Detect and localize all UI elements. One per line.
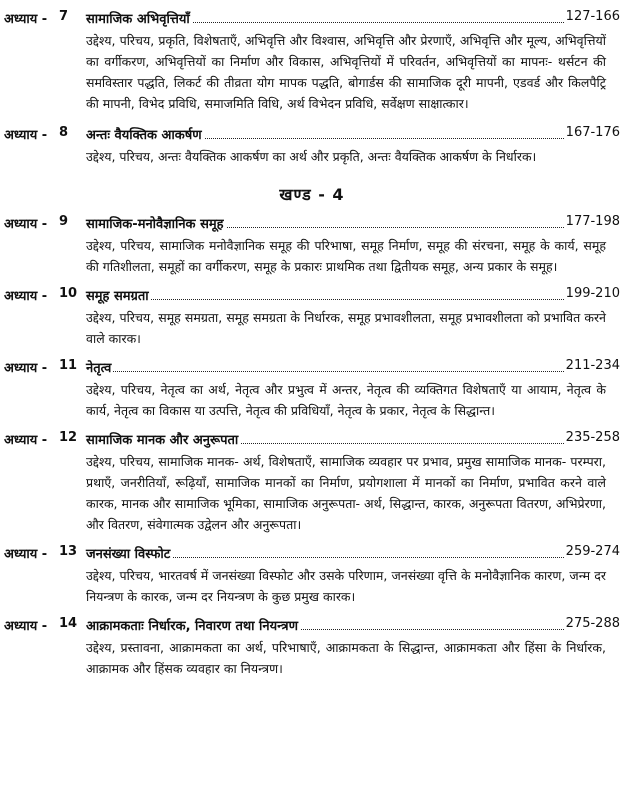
chapter-heading bbox=[0, 355, 624, 377]
chapter-number: 11 bbox=[59, 358, 78, 373]
chapter-entry-11 bbox=[0, 355, 624, 421]
chapter-heading bbox=[0, 211, 624, 233]
chapter-label: अध्याय - bbox=[4, 619, 48, 634]
chapter-entry-8 bbox=[0, 122, 624, 167]
chapter-label: अध्याय - bbox=[4, 289, 48, 304]
chapter-title: आक्रामकताः निर्धारक, निवारण तथा नियन्त्रण bbox=[86, 616, 300, 634]
chapter-heading bbox=[0, 613, 624, 635]
chapter-entry-10 bbox=[0, 283, 624, 349]
chapter-description: उद्देश्य, परिचय, नेतृत्व का अर्थ, नेतृत्व और प्रभुत्व में अन्तर, नेतृत्व की व्यक्तिगत विशेषताएँ या आयाम, नेतृत्व के कार्य, नेतृत्व का विकास या उत्पत्ति, नेतृत्व की प्रविधियाँ, नेतृत्व के प्रकार, नेतृत्व के सिद्धान्त। bbox=[86, 382, 606, 418]
chapter-title: समूह समग्रता bbox=[86, 286, 151, 304]
chapter-title: नेतृत्व bbox=[86, 358, 113, 376]
chapter-description: उद्देश्य, परिचय, भारतवर्ष में जनसंख्या विस्फोट और उसके परिणाम, जनसंख्या वृत्ति के मनोवैज्ञानिक कारण, जन्म दर नियन्त्रण के कारक, जन्म दर नियन्त्रण के कुछ प्रमुख कारक। bbox=[86, 568, 606, 604]
chapter-description: उद्देश्य, परिचय, सामाजिक मनोवैज्ञानिक समूह की परिभाषा, समूह निर्माण, समूह की संरचना, समूह के कार्य, समूह की गतिशीलता, समूहों का वर्गीकरण, समूह के प्रकारः प्राथमिक तथा द्वितीयक समूह, अन्य प्रकार के समूह। bbox=[86, 238, 606, 274]
chapter-number: 7 bbox=[59, 9, 69, 24]
chapter-entry-13 bbox=[0, 541, 624, 607]
chapter-label: अध्याय - bbox=[4, 547, 48, 562]
chapter-heading bbox=[0, 283, 624, 305]
chapter-label: अध्याय - bbox=[4, 361, 48, 376]
chapter-description: उद्देश्य, परिचय, अन्तः वैयक्तिक आकर्षण का अर्थ और प्रकृति, अन्तः वैयक्तिक आकर्षण के निर्धारक। bbox=[86, 149, 537, 164]
chapter-heading bbox=[0, 541, 624, 563]
page-range: 167-176 bbox=[565, 125, 620, 140]
chapter-heading bbox=[0, 122, 624, 144]
chapter-number: 12 bbox=[59, 430, 78, 445]
dot-leader bbox=[86, 371, 568, 372]
chapter-title: अन्तः वैयक्तिक आकर्षण bbox=[86, 125, 204, 143]
chapter-label: अध्याय - bbox=[4, 217, 48, 232]
page-range: 211-234 bbox=[565, 358, 620, 373]
chapter-title: सामाजिक-मनोवैज्ञानिक समूह bbox=[86, 214, 226, 232]
page-range: 127-166 bbox=[565, 9, 620, 24]
page-range: 199-210 bbox=[565, 286, 620, 301]
page-range: 259-274 bbox=[565, 544, 620, 559]
chapter-description: उद्देश्य, परिचय, सामाजिक मानक- अर्थ, विशेषताएँ, सामाजिक व्यवहार पर प्रभाव, प्रमुख सामाजिक मानक- परम्परा, प्रथाएँ, जनरीतियाँ, रूढ़ियाँ, सामाजिक मानकों का निर्माण, प्रयोगशाला में मानकों का निर्माण, प्रभावित करने वाले कारक, मानक और सामाजिक भूमिका, सामाजिक अनुरूपता- अर्थ, सिद्धान्त, कारक, अनुरूपता वितरण, अभिप्रेरणा, और वितरण, संवेगात्मक उद्वेलन और अनुरूपता। bbox=[86, 454, 606, 532]
chapter-title: सामाजिक मानक और अनुरूपता bbox=[86, 430, 240, 448]
dot-leader bbox=[86, 299, 568, 300]
page-range: 235-258 bbox=[565, 430, 620, 445]
page-range: 275-288 bbox=[565, 616, 620, 631]
chapter-title: सामाजिक अभिवृत्तियाँ bbox=[86, 9, 192, 27]
chapter-entry-12 bbox=[0, 427, 624, 535]
chapter-label: अध्याय - bbox=[4, 433, 48, 448]
chapter-number: 8 bbox=[59, 125, 69, 140]
chapter-entry-7 bbox=[0, 6, 624, 114]
chapter-heading bbox=[0, 427, 624, 449]
page-range: 177-198 bbox=[565, 214, 620, 229]
chapter-number: 13 bbox=[59, 544, 78, 559]
chapter-title: जनसंख्या विस्फोट bbox=[86, 544, 172, 562]
chapter-label: अध्याय - bbox=[4, 12, 48, 27]
chapter-entry-14 bbox=[0, 613, 624, 679]
chapter-label: अध्याय - bbox=[4, 128, 48, 143]
chapter-description: उद्देश्य, प्रस्तावना, आक्रामकता का अर्थ, परिभाषाएँ, आक्रामकता के सिद्धान्त, आक्रामकता और हिंसा के निर्धारक, आक्रामक और हिंसक व्यवहार का नियन्त्रण। bbox=[86, 640, 606, 676]
chapter-heading bbox=[0, 6, 624, 28]
chapter-number: 10 bbox=[59, 286, 78, 301]
chapter-number: 14 bbox=[59, 616, 78, 631]
section-title: खण्ड - 4 bbox=[279, 185, 345, 204]
chapter-description: उद्देश्य, परिचय, समूह समग्रता, समूह समग्रता के निर्धारक, समूह प्रभावशीलता, समूह प्रभावशीलता को प्रभावित करने वाले कारक। bbox=[86, 310, 606, 346]
chapter-number: 9 bbox=[59, 214, 69, 229]
chapter-entry-9 bbox=[0, 211, 624, 277]
chapter-description: उद्देश्य, परिचय, प्रकृति, विशेषताएँ, अभिवृत्ति और विश्वास, अभिवृत्ति और प्रेरणाएँ, अभिवृत्ति और मूल्य, अभिवृत्तियों का वर्गीकरण, अभिवृत्तियों का निर्माण और विकास, अभिवृत्तियों में परिवर्तन, अभिवृत्तियों का मापनः- थर्सटन की समविस्तार पद्धति, लिकर्ट की तीव्रता योग मापक पद्धति, बोगार्डस की सामाजिक दूरी मापनी, एडवर्ड और किलपैट्रि की मापनी, विभेद प्रविधि, समाजमिति विधि, अर्थ विभेदन प्रविधि, सर्वेक्षण साक्षात्कार। bbox=[86, 33, 606, 111]
